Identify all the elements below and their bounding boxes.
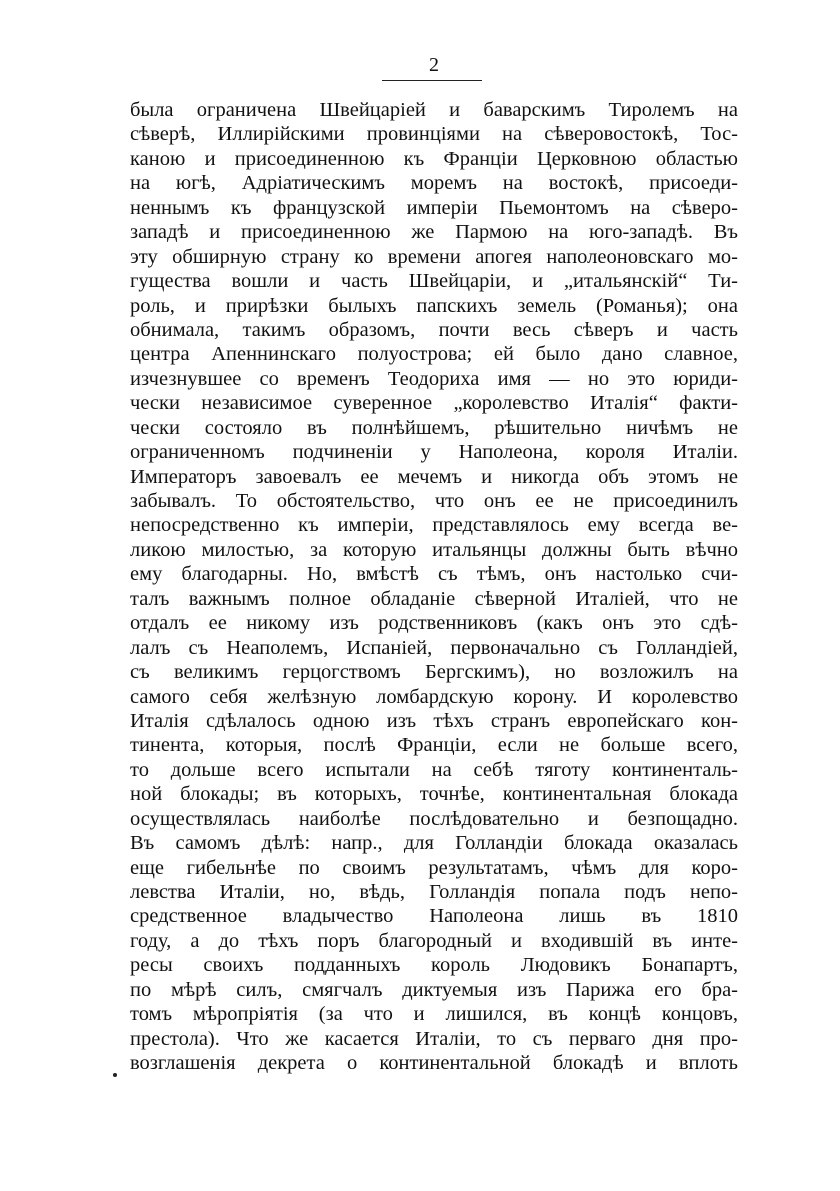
text-line: ресы своихъ подданныхъ король Людовикъ Бонапартъ, (130, 954, 738, 977)
text-line: на югѣ, Адріатическимъ моремъ на востокѣ, присоеди- (130, 172, 738, 195)
text-line: лалъ съ Неаполемъ, Испаніей, первоначально съ Голландіей, (130, 636, 738, 659)
text-line: осуществлялась наиболѣе послѣдовательно и безпощадно. (130, 807, 738, 830)
text-line: обнимала, такимъ образомъ, почти весь сѣверъ и часть (130, 318, 738, 341)
header-rule (382, 80, 482, 81)
text-line: неннымъ къ французской имперіи Пьемонтомъ на сѣверо- (130, 196, 738, 219)
text-line: тинента, которыя, послѣ Франціи, если не больше всего, (130, 734, 738, 757)
margin-mark (113, 1073, 117, 1077)
text-line: изчезнувшее со временъ Теодориха имя — но это юриди- (130, 367, 738, 390)
text-line: чески состояло въ полнѣйшемъ, рѣшительно ничѣмъ не (130, 416, 738, 439)
text-line: возглашенія декрета о континентальной блокадѣ и вплоть (130, 1052, 738, 1075)
text-line: по мѣрѣ силъ, смягчалъ диктуемыя изъ Парижа его бра- (130, 978, 738, 1001)
text-line: ликою милостью, за которую итальянцы должны быть вѣчно (130, 538, 738, 561)
text-line: забывалъ. То обстоятельство, что онъ ее не присоединилъ (130, 490, 738, 512)
text-line: еще гибельнѣе по своимъ результатамъ, чѣмъ для коро- (130, 856, 738, 879)
text-line: гущества вошли и часть Швейцаріи, и „итальянскій“ Ти- (130, 270, 738, 293)
text-line: Италія сдѣлалось одною изъ тѣхъ странъ европейскаго кон- (130, 709, 738, 732)
text-line: ограниченномъ подчиненіи у Наполеона, короля Италіи. (130, 441, 738, 464)
text-line: ной блокады; въ которыхъ, точнѣе, континентальная блокада (130, 783, 738, 806)
text-line: средственное владычество Наполеона лишь въ 1810 (130, 905, 738, 928)
text-line: роль, и прирѣзки былыхъ папскихъ земель (Романья); она (130, 294, 738, 317)
text-line: то дольше всего испытали на себѣ тяготу континенталь- (130, 758, 738, 781)
text-line: Императоръ завоевалъ ее мечемъ и никогда объ этомъ не (130, 465, 738, 488)
text-line: непосредственно къ имперіи, представлялось ему всегда ве- (130, 514, 738, 537)
text-line: престола). Что же касается Италіи, то съ перваго дня про- (130, 1027, 738, 1050)
text-line: Въ самомъ дѣлѣ: напр., для Голландіи блокада оказалась (130, 832, 738, 855)
text-line: отдалъ ее никому изъ родственниковъ (какъ онъ это сдѣ- (130, 612, 738, 635)
text-line: году, а до тѣхъ поръ благородный и входившій въ инте- (130, 929, 738, 952)
body-text (130, 98, 738, 1076)
text-line: талъ важнымъ полное обладаніе сѣверной Италіей, что не (130, 587, 738, 610)
text-line: съ великимъ герцогствомъ Бергскимъ), но возложилъ на (130, 661, 738, 684)
text-line: левства Италіи, но, вѣдь, Голландія попала подъ непо- (130, 881, 738, 903)
text-line: томъ мѣропріятія (за что и лишился, въ концѣ концовъ, (130, 1003, 738, 1026)
text-line: центра Апеннинскаго полуострова; ей было дано славное, (130, 343, 738, 366)
text-line: каною и присоединенною къ Франціи Церковною областью (130, 147, 738, 170)
text-line: западѣ и присоединенною же Пармою на юго-западѣ. Въ (130, 221, 738, 244)
page-number: 2 (429, 54, 439, 76)
text-line: самого себя желѣзную ломбардскую корону. И королевство (130, 685, 738, 708)
text-line: ему благодарны. Но, вмѣстѣ съ тѣмъ, онъ настолько счи- (130, 563, 738, 586)
text-line: сѣверѣ, Иллирійскими провинціями на сѣверовостокѣ, Тос- (130, 123, 738, 146)
text-line: эту обширную страну ко времени апогея наполеоновскаго мо- (130, 245, 738, 268)
text-line: чески независимое суверенное „королевство Италія“ факти- (130, 392, 738, 415)
text-line: была ограничена Швейцаріей и баварскимъ Тиролемъ на (130, 99, 738, 121)
